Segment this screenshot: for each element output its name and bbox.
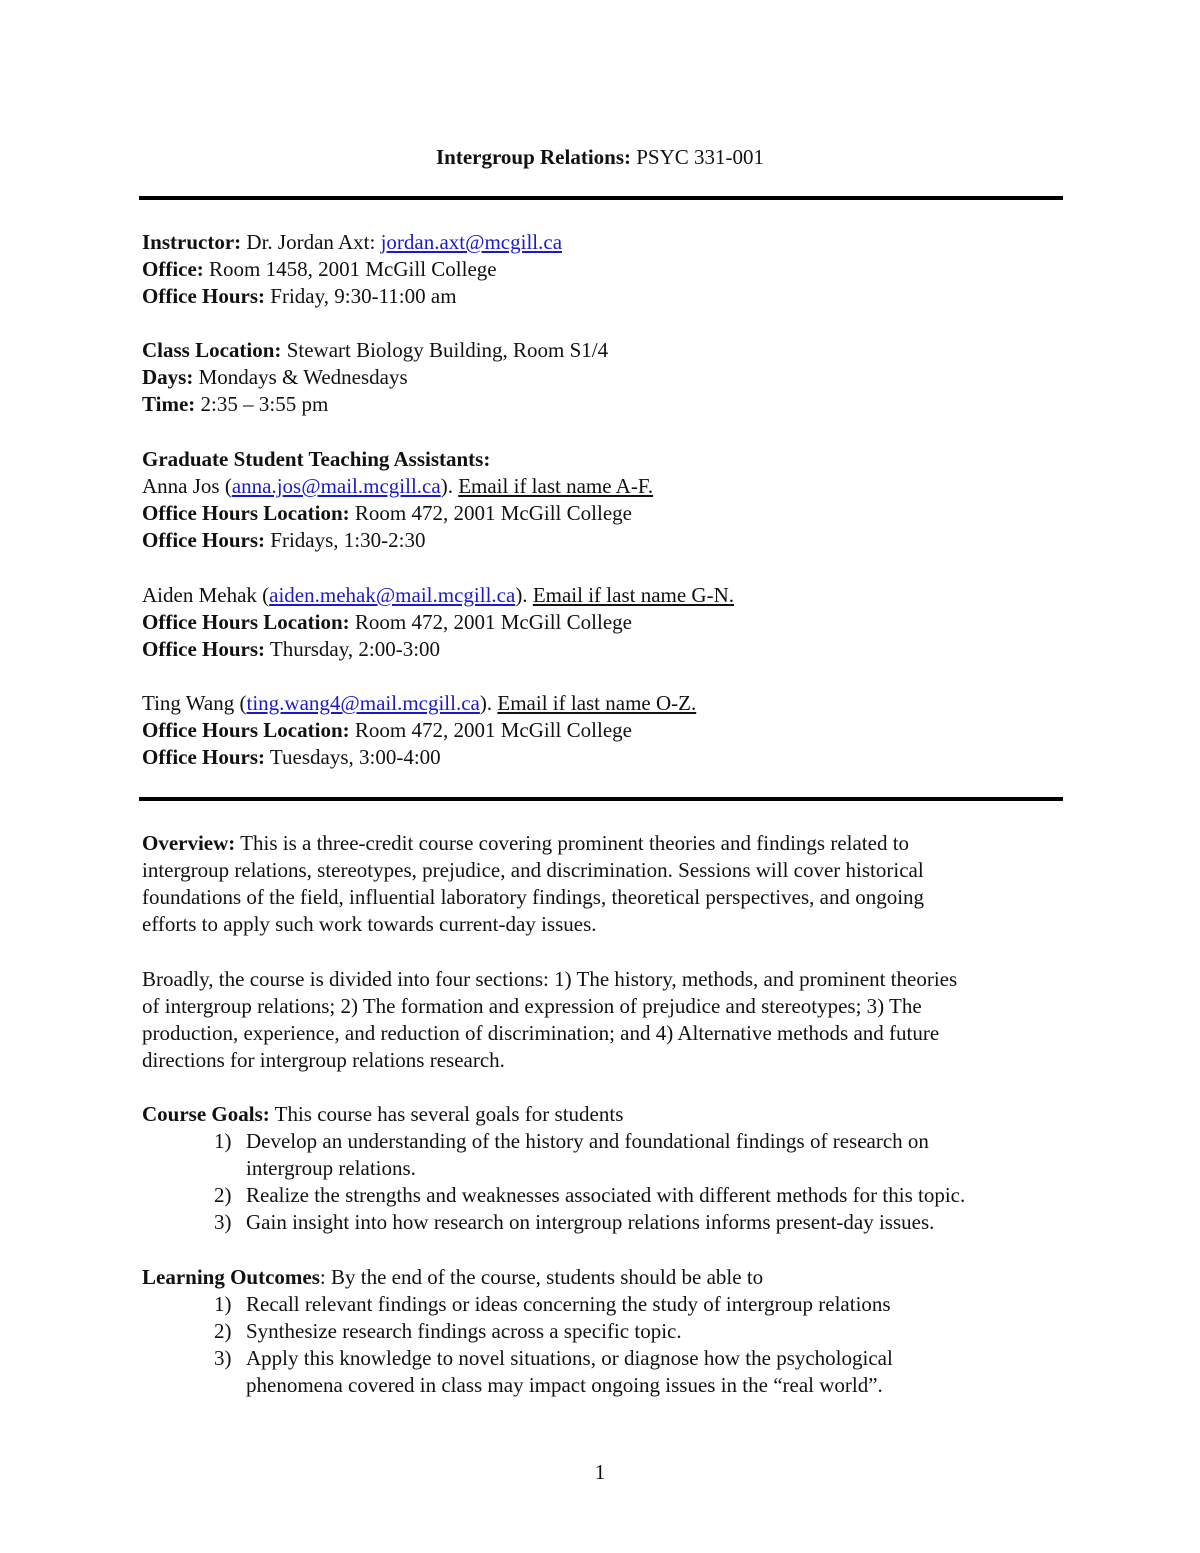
ta-name-line: Anna Jos (anna.jos@mail.mcgill.ca). Email if last name A-F. (142, 474, 654, 498)
ta-hours-line: Office Hours: Thursday, 2:00-3:00 (142, 637, 441, 661)
page-title (0, 142, 1200, 172)
list-item: 2) Realize the strengths and weaknesses associated with different methods for this topic. (214, 1183, 966, 1207)
ta-block-3 (142, 690, 1067, 771)
ta-block-1 (142, 446, 1067, 554)
middle-divider (139, 797, 1063, 801)
class-block (142, 337, 1067, 418)
learning-outcomes (142, 1264, 1072, 1399)
class-location-line: Class Location: Stewart Biology Building, Room S1/4 (142, 338, 609, 362)
ta-email-link[interactable]: aiden.mehak@mail.mcgill.ca (269, 583, 516, 607)
class-time-line: Time: 2:35 – 3:55 pm (142, 392, 329, 416)
ta-hours-line: Office Hours: Fridays, 1:30-2:30 (142, 528, 426, 552)
ta-hours-line: Office Hours: Tuesdays, 3:00-4:00 (142, 745, 441, 769)
course-goals (142, 1101, 1072, 1236)
ta-heading: Graduate Student Teaching Assistants: (142, 447, 491, 471)
learning-outcomes-heading: Learning Outcomes: By the end of the course, students should be able to (142, 1265, 764, 1289)
course-goals-heading: Course Goals: This course has several goals for students (142, 1102, 624, 1126)
instructor-line: Instructor: Dr. Jordan Axt: jordan.axt@mcgill.ca (142, 230, 563, 254)
list-item: 2) Synthesize research findings across a specific topic. (214, 1319, 682, 1343)
list-item: 1) Recall relevant findings or ideas concerning the study of intergroup relations (214, 1292, 891, 1316)
page-number: 1 (594, 1460, 606, 1484)
list-item: 3) Gain insight into how research on intergroup relations informs present-day issues. (214, 1210, 935, 1234)
ta-location-line: Office Hours Location: Room 472, 2001 McGill College (142, 610, 632, 634)
overview-label: Overview: (142, 831, 236, 855)
ta-email-link[interactable]: anna.jos@mail.mcgill.ca (231, 474, 441, 498)
course-name: Intergroup Relations: (435, 145, 631, 169)
ta-location-line: Office Hours Location: Room 472, 2001 McGill College (142, 718, 632, 742)
office-line: Office: Room 1458, 2001 McGill College (142, 257, 497, 281)
course-code: PSYC 331-001 (631, 145, 765, 169)
instructor-block (142, 229, 1067, 310)
list-item: 1) Develop an understanding of the history and foundational findings of research on intergroup relations. (214, 1129, 929, 1180)
overview-paragraph: Overview: This is a three-credit course covering prominent theories and findings related to intergroup relations, stereotypes, prejudice, and discrimination. Sessions will cover historical foundations of the field, influential laboratory findings, theoretical perspectives, and ongoing efforts to apply such work towards current-day issues. (142, 831, 925, 936)
list-item: 3) Apply this knowledge to novel situations, or diagnose how the psychological phenomena covered in class may impact ongoing issues in the “real world”. (214, 1346, 893, 1397)
ta-block-2 (142, 582, 1067, 663)
ta-name-line: Aiden Mehak (aiden.mehak@mail.mcgill.ca). Email if last name G-N. (142, 583, 735, 607)
ta-email-link[interactable]: ting.wang4@mail.mcgill.ca (246, 691, 480, 715)
ta-location-line: Office Hours Location: Room 472, 2001 McGill College (142, 501, 632, 525)
sections-paragraph: Broadly, the course is divided into four sections: 1) The history, methods, and prominent theories of intergroup relations; 2) The formation and expression of prejudice and stereotypes; 3) The production, experience, and reduction of discrimination; and 4) Alternative methods and future directions for intergroup relations research. (142, 967, 958, 1072)
office-hours-line: Office Hours: Friday, 9:30-11:00 am (142, 284, 457, 308)
ta-name-line: Ting Wang (ting.wang4@mail.mcgill.ca). Email if last name O-Z. (142, 691, 697, 715)
top-divider (139, 196, 1063, 200)
instructor-email-link[interactable]: jordan.axt@mcgill.ca (380, 230, 563, 254)
class-days-line: Days: Mondays & Wednesdays (142, 365, 408, 389)
